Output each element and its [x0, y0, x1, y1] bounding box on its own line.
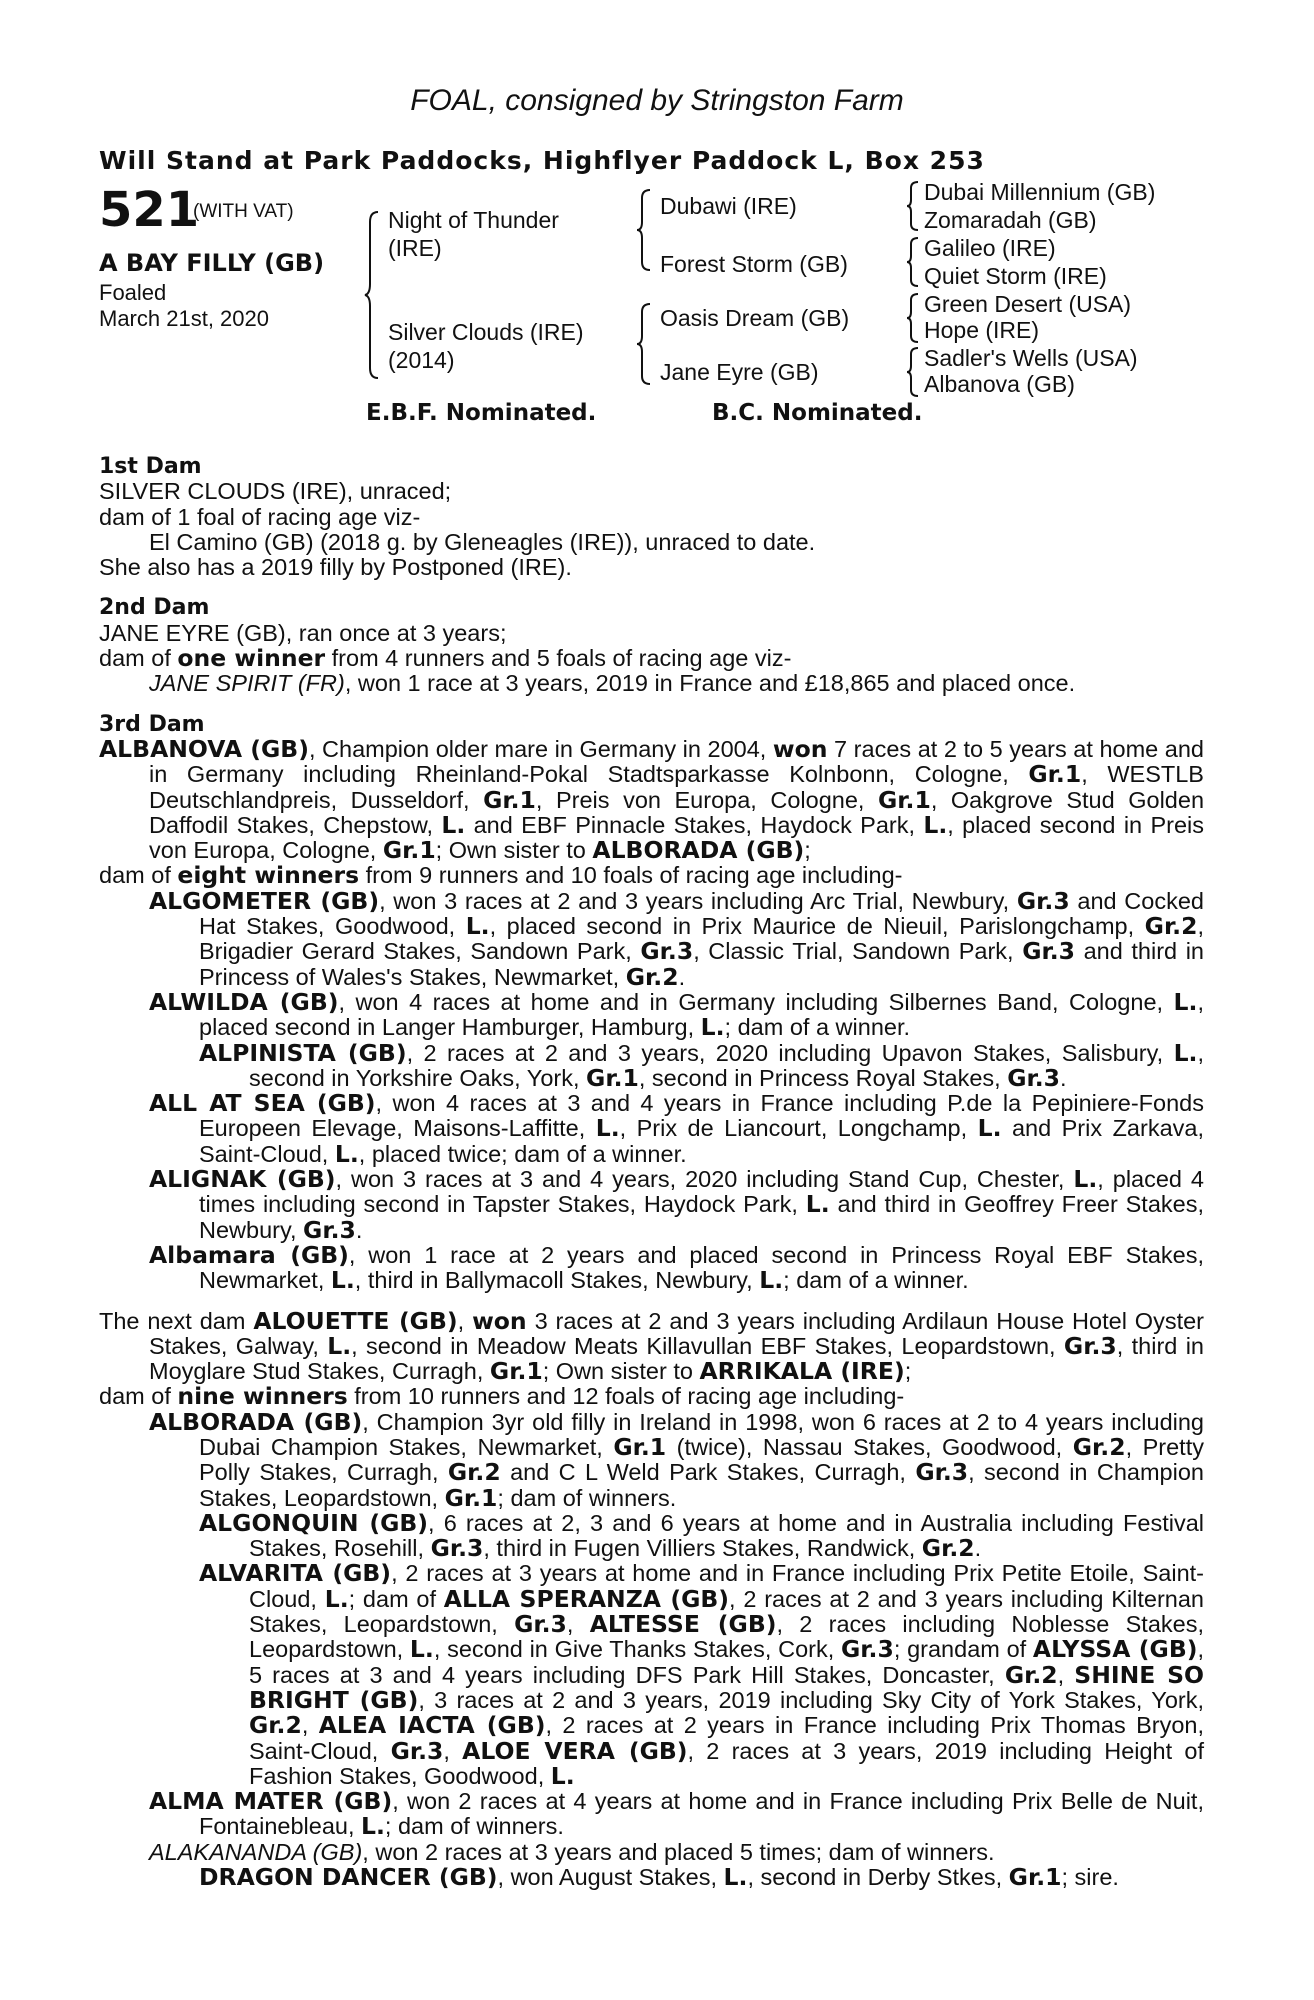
consignor-heading: FOAL, consigned by Stringston Farm [410, 84, 904, 117]
pedigree-sire-name: Night of Thunder [388, 207, 559, 233]
lot-description: A BAY FILLY (GB) [99, 249, 325, 277]
pedigree-brace-main [364, 210, 384, 380]
vat-note: (WITH VAT) [193, 201, 294, 222]
pedigree-dds: Sadler's Wells (USA) [924, 345, 1138, 371]
produce-entry: ALBORADA (GB), Champion 3yr old filly in Ireland in 1998, won 6 races at 2 to 4 years including Dubai Champion Stakes, Newmarket, Gr.1 (twice), Nassau Stakes, Goodwood, Gr.2, Pretty Polly Stakes, Curragh, Gr.2 and C L Weld Park Stakes, Curragh, Gr.3, second in Champion Stakes, Leopardstown, Gr.1; dam of winners. [149, 1407, 1204, 1512]
second-dam-line: dam of one winner from 4 runners and 5 foals of racing age viz- [99, 644, 792, 673]
produce-entry: ALWILDA (GB), won 4 races at home and in Germany including Silbernes Band, Cologne, L., placed second in Langer Hamburger, Hamburg, L.; dam of a winner. [149, 987, 1204, 1042]
pedigree-brace-sire [636, 188, 654, 272]
pedigree-dam-year: (2014) [388, 347, 455, 373]
second-dam-heading: 2nd Dam [99, 595, 210, 621]
produce-entry: ALIGNAK (GB), won 3 races at 3 and 4 years, 2020 including Stand Cup, Chester, L., placed 4 times including second in Tapster Stakes, Haydock Park, L. and third in Geoffrey Freer Stakes, Newbury, Gr.3. [149, 1165, 1205, 1244]
foaled-date: March 21st, 2020 [99, 306, 269, 331]
produce-entry: ALGOMETER (GB), won 3 races at 2 and 3 years including Arc Trial, Newbury, Gr.3 and Cocked Hat Stakes, Goodwood, L., placed second in Prix Maurice de Nieuil, Parislongchamp, Gr.2, Brigadier Gerard Stakes, Sandown Park, Gr.3, Classic Trial, Sandown Park, Gr.3 and third in Princess of Wales's Stakes, Newmarket, Gr.2. [149, 886, 1204, 991]
produce-entry: ALPINISTA (GB), 2 races at 2 and 3 years, 2020 including Upavon Stakes, Salisbury, L., second in Yorkshire Oaks, York, Gr.1, second in Princess Royal Stakes, Gr.3. [199, 1038, 1204, 1092]
pedigree-dss: Green Desert (USA) [924, 291, 1132, 317]
produce-entry: ALL AT SEA (GB), won 4 races at 3 and 4 years in France including P.de la Pepiniere-Fonds Europeen Elevage, Maisons-Laffitte, L., Prix de Liancourt, Longchamp, L. and Prix Zarkava, Saint-Cloud, L., placed twice; dam of a winner. [149, 1089, 1204, 1168]
pedigree-dam [388, 318, 584, 374]
pedigree-sire-sire: Dubawi (IRE) [660, 193, 797, 219]
pedigree-brace-ds [906, 292, 920, 344]
pedigree-brace-ss [906, 180, 920, 232]
pedigree-sss: Dubai Millennium (GB) [924, 179, 1156, 205]
next-dam-produce-summary: dam of nine winners from 10 runners and 12 foals of racing age including- [99, 1382, 905, 1411]
pedigree-brace-dam [636, 302, 654, 386]
produce-entry: ALAKANANDA (GB), won 2 races at 3 years and placed 5 times; dam of winners. [149, 1838, 995, 1865]
ebf-nomination: E.B.F. Nominated. [366, 400, 597, 426]
first-dam-heading: 1st Dam [99, 454, 202, 479]
first-dam-line: She also has a 2019 filly by Postponed (IRE). [99, 554, 572, 581]
bc-nomination: B.C. Nominated. [712, 400, 923, 426]
foaled-label: Foaled [99, 280, 167, 305]
pedigree-brace-dd [906, 346, 920, 398]
third-dam-heading: 3rd Dam [99, 711, 205, 737]
next-dam-entry: The next dam ALOUETTE (GB), won 3 races at 2 and 3 years including Ardilaun House Hotel Oyster Stakes, Galway, L., second in Meadow Meats Killavullan EBF Stakes, Leopardstown, Gr.3, third in Moyglare Stud Stakes, Curragh, Gr.1; Own sister to ARRIKALA (IRE); [99, 1306, 1205, 1386]
pedigree-sds: Galileo (IRE) [924, 235, 1056, 261]
pedigree-dam-dam: Jane Eyre (GB) [660, 359, 819, 385]
stand-location: Will Stand at Park Paddocks, Highflyer Paddock L, Box 253 [99, 146, 985, 175]
lot-number: 521 [99, 182, 200, 238]
first-dam-line: dam of 1 foal of racing age viz- [99, 503, 421, 530]
first-dam-line: SILVER CLOUDS (IRE), unraced; [99, 478, 452, 505]
produce-entry: DRAGON DANCER (GB), won August Stakes, L., second in Derby Stkes, Gr.1; sire. [199, 1863, 1119, 1892]
pedigree-dsd: Hope (IRE) [924, 317, 1040, 343]
pedigree-sdd: Quiet Storm (IRE) [924, 263, 1107, 289]
pedigree-dam-sire: Oasis Dream (GB) [660, 305, 850, 331]
first-dam-produce: El Camino (GB) (2018 g. by Gleneagles (IRE)), unraced to date. [149, 528, 816, 555]
produce-entry: ALMA MATER (GB), won 2 races at 4 years at home and in France including Prix Belle de Nuit, Fontainebleau, L.; dam of winners. [149, 1787, 1204, 1841]
third-dam-entry: ALBANOVA (GB), Champion older mare in Germany in 2004, won 7 races at 2 to 5 years at home and in Germany including Rheinland-Pokal Stadtsparkasse Kolnbonn, Cologne, Gr.1, WESTLB Deutschlandpreis, Dusseldorf, Gr.1, Preis von Europa, Cologne, Gr.1, Oakgrove Stud Golden Daffodil Stakes, Chepstow, L. and EBF Pinnacle Stakes, Haydock Park, L., placed second in Preis von Europa, Cologne, Gr.1; Own sister to ALBORADA (GB); [99, 734, 1205, 865]
third-dam-produce-summary: dam of eight winners from 9 runners and 10 foals of racing age including- [99, 861, 903, 890]
pedigree-ssd: Zomaradah (GB) [924, 207, 1097, 233]
pedigree-ddd: Albanova (GB) [924, 371, 1075, 397]
produce-entry: Albamara (GB), won 1 race at 2 years and placed second in Princess Royal EBF Stakes, Newmarket, L., third in Ballymacoll Stakes, Newbury, L.; dam of a winner. [149, 1240, 1204, 1295]
produce-entry: ALVARITA (GB), 2 races at 3 years at home and in France including Prix Petite Etoile, Saint-Cloud, L.; dam of ALLA SPERANZA (GB), 2 races at 2 and 3 years including Kilternan Stakes, Leopardstown, Gr.3, ALTESSE (GB), 2 races including Noblesse Stakes, Leopardstown, L., second in Give Thanks Stakes, Cork, Gr.3; grandam of ALYSSA (GB), 5 races at 3 and 4 years including DFS Park Hill Stakes, Doncaster, Gr.2, SHINE SO BRIGHT (GB), 3 races at 2 and 3 years, 2019 including Sky City of York Stakes, York, Gr.2, ALEA IACTA (GB), 2 races at 2 years in France including Prix Thomas Bryon, Saint-Cloud, Gr.3, ALOE VERA (GB), 2 races at 3 years, 2019 including Height of Fashion Stakes, Goodwood, L. [199, 1559, 1205, 1790]
produce-entry: ALGONQUIN (GB), 6 races at 2, 3 and 6 years at home and in Australia including Festival Stakes, Rosehill, Gr.3, third in Fugen Villiers Stakes, Randwick, Gr.2. [199, 1508, 1204, 1563]
pedigree-notes [99, 454, 1204, 1890]
pedigree-dam-name: Silver Clouds (IRE) [388, 319, 584, 345]
pedigree-brace-sd [906, 236, 920, 288]
second-dam-line: JANE EYRE (GB), ran once at 3 years; [99, 619, 507, 646]
second-dam-produce: JANE SPIRIT (FR), won 1 race at 3 years, 2019 in France and £18,865 and placed once. [149, 670, 1076, 697]
pedigree-sire [388, 206, 559, 262]
pedigree-sire-dam: Forest Storm (GB) [660, 251, 848, 277]
pedigree-sire-country: (IRE) [388, 235, 442, 261]
